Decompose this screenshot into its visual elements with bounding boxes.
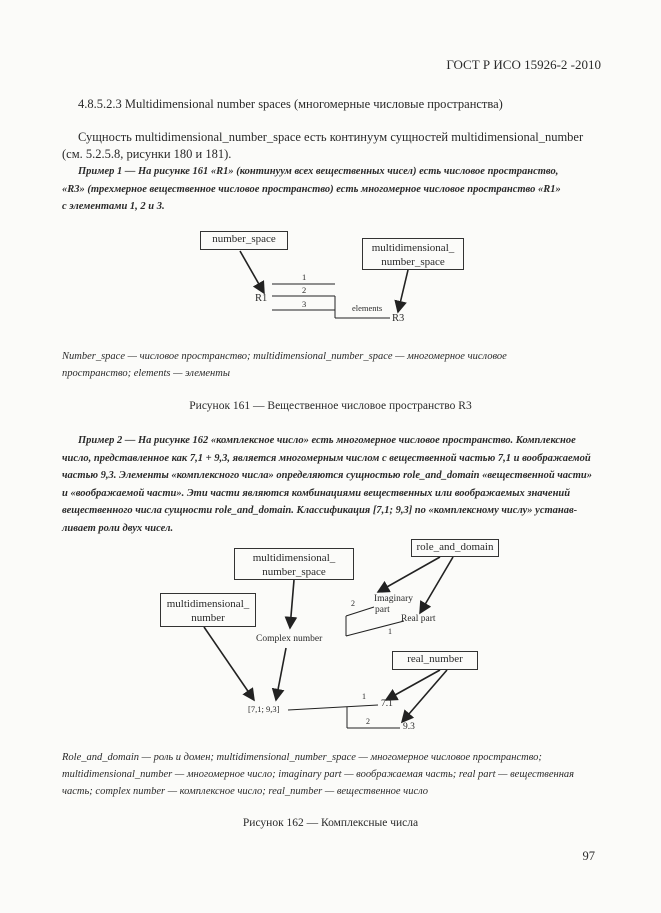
index-2-imaginary: 2 — [351, 599, 355, 608]
figure-161-legend-line-1: Number_space — числовое пространство; multidimensional_number_space — многомерное числовое — [62, 351, 507, 362]
r3-label: R3 — [392, 313, 405, 324]
value-71-label: 7.1 — [381, 699, 393, 709]
md-number-space-line-1: multidimensional_ — [371, 242, 455, 254]
pair-to-71 — [288, 705, 378, 710]
imaginary-part-line-1: Imaginary — [374, 594, 414, 604]
number-space-box: number_space — [200, 231, 288, 250]
arrow-complex-to-pair — [276, 648, 286, 700]
arrow-md-space-to-r3 — [398, 270, 408, 312]
example-1-line-2: «R3» (трехмерное вещественное числовое пространство) есть многомерное числовое пространство «R1» — [62, 183, 561, 195]
complex-number-label: Complex number — [256, 634, 323, 644]
element-index-3: 3 — [302, 299, 307, 309]
intro-line-2: (см. 5.2.5.8, рисунки 180 и 181). — [62, 147, 232, 161]
arrow-number-space-to-r1 — [240, 251, 264, 293]
figure-162-legend-line-3: часть; complex number — комплексное число; real_number — вещественное число — [62, 786, 429, 797]
complex-link-h — [346, 621, 404, 636]
complex-imag-link — [346, 607, 374, 616]
example-2-line-3: частью 9,3. Элементы «комплексного числа» определяются сущностью role_and_domain «вещественной части» — [62, 470, 592, 481]
md-number-space-line-2: number_space — [381, 256, 445, 268]
figure-162-legend-line-2: multidimensional_number — многомерное число; imaginary part — воображаемая часть; real part — вещественная — [62, 769, 575, 780]
md-number-space-box — [362, 238, 464, 270]
role-and-domain-box: role_and_domain — [411, 539, 499, 557]
section-title: 4.8.5.2.3 Multidimensional number spaces (многомерные числовые пространства) — [78, 97, 503, 111]
md-number-line-2: number — [191, 612, 225, 624]
element-index-2: 2 — [302, 285, 307, 295]
value-93-label: 9.3 — [403, 722, 415, 732]
example-1-line-3: с элементами 1, 2 и 3. — [62, 201, 165, 212]
real-number-box: real_number — [392, 651, 478, 670]
index-2-93: 2 — [366, 717, 370, 726]
r1-label: R1 — [255, 293, 268, 304]
figure-162-legend-line-1: Role_and_domain — роль и домен; multidimensional_number_space — многомерное числовое пространство; — [62, 752, 542, 763]
example-2-line-2: число, представленное как 7,1 + 9,3, является многомерным числом с вещественной частью 7,1 и воображаемой — [62, 452, 591, 464]
imaginary-part-line-2: part — [375, 605, 390, 615]
elements-label: elements — [352, 303, 383, 313]
figure-161-legend — [62, 348, 602, 382]
index-1-real: 1 — [388, 627, 392, 636]
figure-161-caption: Рисунок 161 — Вещественное числовое пространство R3 — [189, 400, 472, 412]
example-2-line-1: Пример 2 — На рисунке 162 «комплексное число» есть многомерное числовое пространство. Комплексное — [78, 435, 576, 446]
example-2-line-5: вещественного числа сущности role_and_domain. Классификация [7,1; 9,3] по «комплексному числу» устанав- — [62, 505, 578, 516]
example-1-line-1: Пример 1 — На рисунке 161 «R1» (континуум всех вещественных чисел) есть числовое пространство, — [78, 166, 559, 177]
figure-162-caption: Рисунок 162 — Комплексные числа — [242, 817, 419, 829]
figure-162-legend — [62, 749, 602, 800]
arrow-md-space-to-complex — [290, 580, 294, 628]
figure-161-legend-line-2: пространство; elements — элементы — [62, 368, 230, 379]
imaginary-part-label — [374, 594, 413, 616]
standard-header: ГОСТ Р ИСО 15926-2 -2010 — [446, 57, 601, 72]
md-number-space-box-2 — [234, 548, 354, 580]
arrow-real-to-71 — [386, 670, 440, 700]
index-1-71: 1 — [362, 692, 366, 701]
example-2-line-6: ливает роли двух чисел. — [62, 522, 174, 534]
arrow-md-number-to-pair — [204, 627, 254, 700]
md-number-line-1: multidimensional_ — [166, 598, 250, 610]
md-number-box — [160, 593, 256, 627]
pair-label: [7,1; 9,3] — [248, 704, 280, 714]
real-part-label: Real part — [401, 614, 436, 624]
md-number-space-2-line-1: multidimensional_ — [252, 552, 336, 564]
arrow-role-to-imaginary — [378, 557, 440, 592]
page-number: 97 — [582, 849, 595, 863]
example-2-line-4: и «воображаемой части». Эти части являются комбинациями вещественных или воображаемых значений — [62, 487, 571, 499]
intro-line-1: Сущность multidimensional_number_space есть континуум сущностей multidimensional_number — [78, 130, 584, 144]
md-number-space-2-line-2: number_space — [262, 566, 326, 578]
element-index-1: 1 — [302, 272, 307, 282]
example-2 — [62, 432, 600, 537]
